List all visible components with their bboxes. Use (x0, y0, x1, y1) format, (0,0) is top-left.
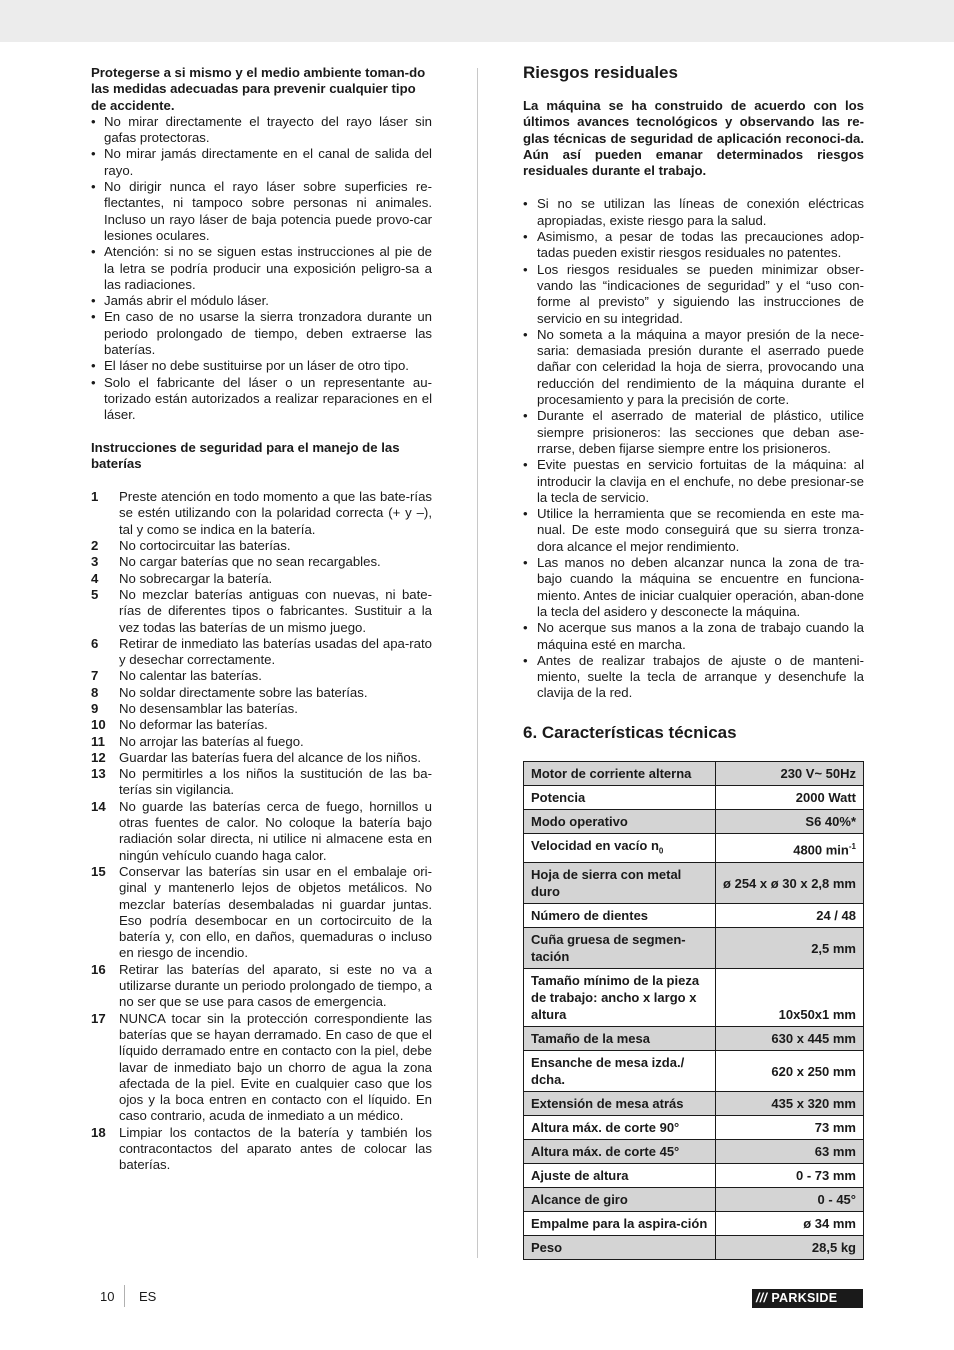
column-divider (477, 68, 478, 1258)
table-row: Velocidad en vacío $n_0$ 4800 $\min^{-1}$ (524, 833, 864, 863)
list-item: • No acerque sus manos a la zona de trabajo cuando la máquina esté en marcha. (523, 620, 864, 652)
list-item: • No someta a la máquina a mayor presión de la nece-saria: demasiada presión durante el aserrado puede dañar con celeridad la hoja de sierra, provocando una reducción del rendimiento de la máquina durante el procesamiento y para la precisión de corte. (523, 326, 864, 408)
laser-bullet-list (91, 114, 432, 424)
list-item: • Antes de realizar trabajos de ajuste o de manteni-miento, suelte la tecla de arranque y desenchufe la clavija de la red. (523, 652, 864, 701)
right-column (523, 62, 864, 1260)
list-item: • En caso de no usarse la sierra tronzadora durante un periodo prolongado de tiempo, deben extraerse las baterías. (91, 309, 432, 358)
list-item: • Evite puestas en servicio fortuitas de la máquina: al introducir la clavija en el enchufe, no debe presionar-se la tecla de servicio. (523, 457, 864, 505)
bullet-icon: • (523, 408, 528, 424)
list-item: • Utilice la herramienta que se recomienda en este ma-nual. De este modo conseguirá que su sierra tronza-dora alcance el mejor rendimiento. (523, 506, 864, 554)
table-row: Extensión de mesa atrás 435 x 320 mm (524, 1092, 864, 1116)
table-row: Empalme para la aspira-ción ø 34 mm (524, 1212, 864, 1236)
list-item: 14 No guarde las baterías cerca de fuego, hornillos u otras fuentes de calor. No coloque la batería bajo radiación solar directa, ni utilice ni almacene esta en ningún vehículo cuando haga calor. (91, 798, 432, 863)
bullet-icon: • (91, 374, 96, 390)
list-item: • Durante el aserrado de material de plástico, utilice siempre prisioneros: las secciones que deban ase-rrarse, deben fijarse siempre entre los prisioneros. (523, 408, 864, 456)
battery-safety-heading: Instrucciones de seguridad para el manejo de las baterías (91, 439, 400, 471)
list-item: 9 No desensamblar las baterías. (91, 700, 298, 716)
parkside-logo (752, 1289, 863, 1308)
list-item: 18 Limpiar los contactos de la batería y también los contracontactos del aparato antes de colocar las baterías. (91, 1124, 432, 1173)
list-item: 13 No permitirles a los niños la sustitución de las ba-terías sin vigilancia. (91, 766, 432, 798)
list-item: 2 No cortocircuitar las baterías. (91, 538, 291, 554)
list-item: • Jamás abrir el módulo láser. (91, 293, 269, 309)
bullet-icon: • (91, 244, 96, 260)
table-row: Ajuste de altura 0 - 73 mm (524, 1164, 864, 1188)
table-row: Potencia 2000 Watt (524, 785, 864, 809)
list-item: 12 Guardar las baterías fuera del alcance de los niños. (91, 749, 422, 765)
logo-slashes-icon: /// (756, 1291, 768, 1305)
list-item: • No dirigir nunca el rayo láser sobre superficies re-flectantes, ni tampoco sobre personas ni animales. Incluso un rayo láser de baja potencia puede provo-car lesiones oculares. (91, 179, 432, 243)
list-item: • No mirar jamás directamente en el canal de salida del rayo. (91, 146, 432, 178)
table-row: Peso 28,5 kg (524, 1236, 864, 1260)
table-row: Tamaño de la mesa 630 x 445 mm (524, 1027, 864, 1051)
page-number: 10 (100, 1289, 115, 1304)
table-row: Cuña gruesa de segmen-tación 2,5 mm (524, 928, 864, 969)
logo-text: PARKSIDE (771, 1291, 838, 1305)
residual-bullet-list (523, 196, 864, 701)
left-column (91, 65, 432, 1174)
list-item: 17 NUNCA tocar sin la protección correspondiente las baterías que se hayan derramado. En caso de que el líquido derramado entre en contacto con la piel, debe lavar de inmediato bajo un chorro de agua la zona afectada de la piel. Evite en cualquier caso que los ojos y la boca entren en contacto con el líquido. En caso contrario, acuda de inmediato a un médico. (91, 1010, 432, 1124)
list-item: 4 No sobrecargar la batería. (91, 570, 273, 586)
technical-specs-table (523, 761, 864, 1261)
table-row: Número de dientes 24 / 48 (524, 904, 864, 928)
table-row: Alcance de giro 0 - 45° (524, 1188, 864, 1212)
bullet-icon: • (523, 196, 528, 212)
bullet-icon: • (91, 113, 96, 129)
laser-safety-heading: Protegerse a si mismo y el medio ambiente toman-do las medidas adecuadas para prevenir cualquier tipo de accidente. (91, 65, 426, 113)
technical-specs-title: 6. Características técnicas (523, 722, 737, 742)
table-row: Tamaño mínimo de la pieza de trabajo: ancho x largo x altura 10x50x1 mm (524, 969, 864, 1027)
list-item: 11 No arrojar las baterías al fuego. (91, 733, 304, 749)
list-item: • Atención: si no se siguen estas instrucciones al pie de la letra se podría producir una exposición peligro-sa a las radiaciones. (91, 244, 432, 292)
list-item: 8 No soldar directamente sobre las baterías. (91, 684, 368, 700)
residual-risks-intro: La máquina se ha construido de acuerdo con los últimos avances tecnológicos y observando las re-glas técnicas de seguridad de aplicación reconoci-da. Aún así pueden emanar determinados riesgos residuales durante el trabajo. (523, 98, 864, 179)
list-item: 7 No calentar las baterías. (91, 668, 262, 684)
battery-numbered-list (91, 489, 432, 1173)
list-item: • Las manos no deben alcanzar nunca la zona de tra-bajo cuando la máquina se encuentre en funciona-miento. Antes de iniciar cualquier operación, aban-done la tecla del asidero y desconecte la máquina. (523, 555, 864, 619)
bullet-icon: • (91, 179, 96, 195)
residual-risks-title: Riesgos residuales (523, 63, 678, 82)
bullet-icon: • (523, 652, 528, 668)
table-row: Modo operativo S6 40%* (524, 809, 864, 833)
list-item: • No mirar directamente el trayecto del rayo láser sin gafas protectoras. (91, 113, 432, 146)
list-item: • Los riesgos residuales se pueden minimizar obser-vando las “indicaciones de seguridad” y el “uso con-forme al previsto” y siguiendo las instrucciones de servicio en su integridad. (523, 261, 864, 326)
bullet-icon: • (523, 457, 528, 473)
table-row: Motor de corriente alterna 230 V~ 50Hz (524, 761, 864, 785)
list-item: • Asimismo, a pesar de todas las precauciones adop-tadas pueden existir riesgos residuales no patentes. (523, 229, 864, 261)
bullet-icon: • (523, 555, 528, 571)
list-item: 10 No deformar las baterías. (91, 717, 268, 733)
bullet-icon: • (523, 620, 528, 636)
bullet-icon: • (91, 358, 96, 374)
table-row: Ensanche de mesa izda./ dcha. 620 x 250 mm (524, 1051, 864, 1092)
bullet-icon: • (523, 261, 528, 277)
bullet-icon: • (91, 293, 96, 309)
list-item: • Si no se utilizan las líneas de conexión eléctricas apropiadas, existe riesgo para la salud. (523, 196, 864, 228)
list-item: 15 Conservar las baterías sin usar en el embalaje ori-ginal y mantenerlo lejos de objetos metálicos. No mezclar baterías desembaladas ni guardar juntas. Eso podría desembocar en un cortocircuito de la batería y, con ello, en daños, quemaduras o incluso en riesgo de incendio. (91, 863, 432, 961)
list-item: 1 Preste atención en todo momento a que las bate-rías se estén utilizando con la polaridad correcta (+ y –), tal y como se indica en la batería. (91, 489, 432, 537)
bullet-icon: • (523, 506, 528, 522)
bullet-icon: • (91, 146, 96, 162)
bullet-icon: • (523, 229, 528, 245)
bullet-icon: • (523, 326, 528, 342)
list-item: • Solo el fabricante del láser o un representante au-torizado están autorizados a realizar reparaciones en el láser. (91, 374, 432, 423)
list-item: • El láser no debe sustituirse por un láser de otro tipo. (91, 358, 409, 374)
table-row: Altura máx. de corte 90° 73 mm (524, 1116, 864, 1140)
bullet-icon: • (91, 309, 96, 325)
footer-divider (124, 1285, 125, 1307)
table-row: Altura máx. de corte 45° 63 mm (524, 1140, 864, 1164)
list-item: 3 No cargar baterías que no sean recargables. (91, 554, 381, 570)
list-item: 5 No mezclar baterías antiguas con nuevas, ni bate-rías de diferentes tipos o fabricantes. Sustituir a la vez todas las baterías de un mismo juego. (91, 586, 432, 635)
table-row: Hoja de sierra con metal duro ø 254 x ø 30 x 2,8 mm (524, 863, 864, 904)
list-item: 6 Retirar de inmediato las baterías usadas del apa-rato y desechar correctamente. (91, 635, 432, 668)
list-item: 16 Retirar las baterías del aparato, si este no va a utilizarse durante un periodo prolongado de tiempo, a no ser que se use para casos de emergencia. (91, 961, 432, 1010)
top-band (0, 0, 954, 42)
language-code: ES (139, 1289, 157, 1304)
